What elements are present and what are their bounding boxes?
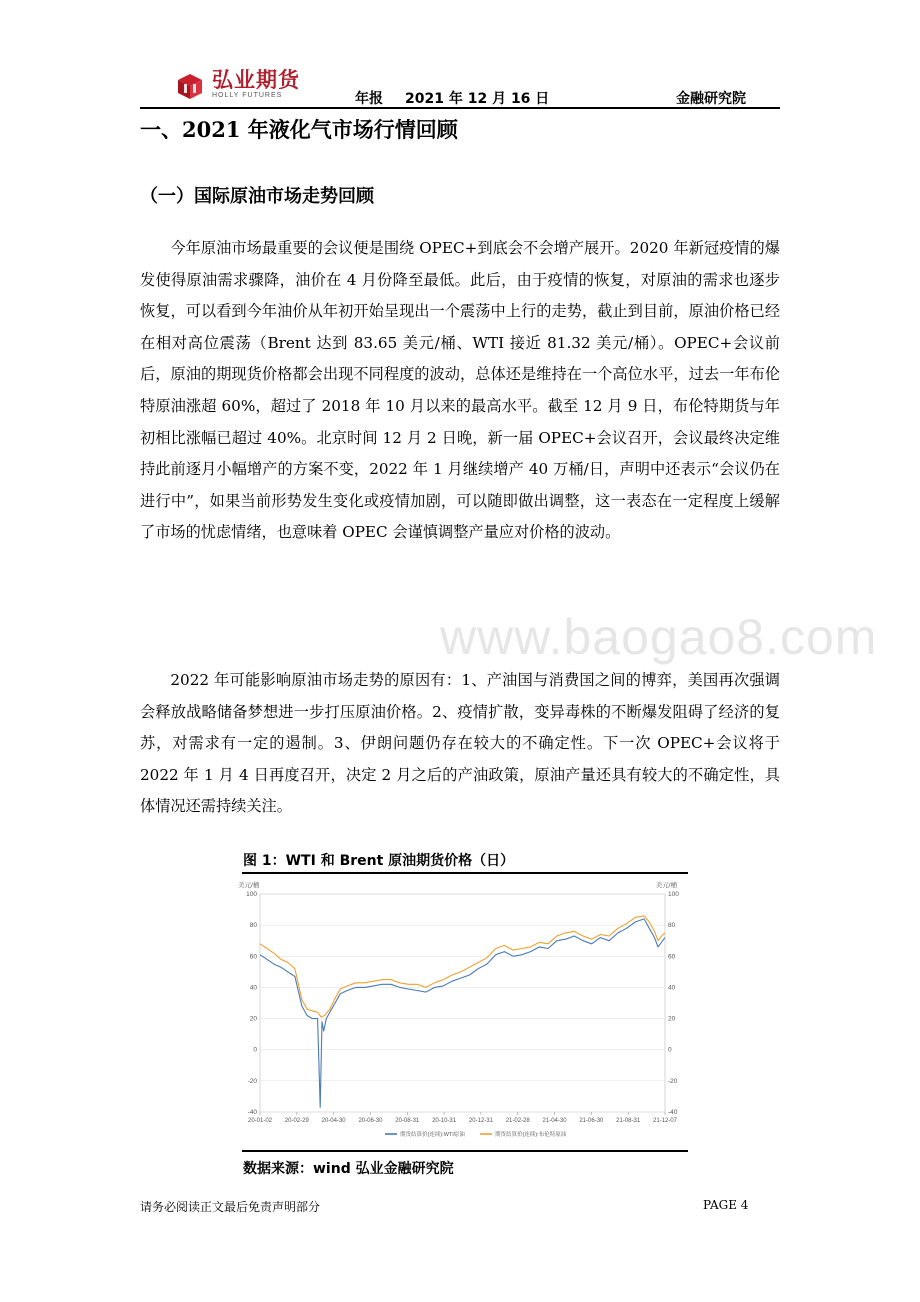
y-tick-right-4: 40 [668,984,676,992]
y-tick-right-0: -40 [668,1109,678,1116]
y-tick-right-1: -20 [668,1077,678,1085]
y-tick-left-1: -20 [247,1077,257,1085]
logo-text: 弘业期货 [212,68,300,92]
x-tick-label-1: 20-02-29 [284,1118,309,1124]
y-tick-right-6: 80 [668,922,676,930]
figure-source: 数据来源：wind 弘业金融研究院 [243,1161,454,1177]
section-title: 一、2021 年液化气市场行情回顾 [140,117,458,142]
report-type: 年报 [355,91,383,107]
series-line-brent [260,916,665,1017]
footer-disclaimer: 请务必阅读正文最后免责声明部分 [140,1200,321,1214]
y-tick-left-7: 100 [246,891,257,898]
page-number: PAGE 4 [703,1198,749,1212]
x-tick-label-0: 20-01-02 [247,1118,273,1124]
y-tick-right-3: 20 [668,1015,676,1023]
y-tick-left-2: 0 [253,1046,257,1054]
legend-label-0: 期货结算价(连续):WTI原油 [400,1132,465,1138]
logo-icon [175,70,205,100]
y-tick-left-5: 60 [249,953,257,961]
watermark: www.baogao8.com [440,609,878,665]
x-tick-label-6: 20-12-31 [468,1118,493,1124]
x-tick-label-11: 21-12-07 [652,1118,678,1124]
y-tick-left-6: 80 [249,922,257,930]
y-tick-left-0: -40 [247,1109,257,1116]
x-tick-label-9: 21-06-30 [579,1118,604,1124]
y-axis-label-right: 美元/桶 [655,882,677,889]
header-divider [140,107,780,109]
series-line-wti [260,919,665,1107]
oil-price-chart [230,876,700,1148]
y-axis-label-left: 美元/桶 [238,882,260,889]
paragraph-2: 2022 年可能影响原油市场走势的原因有：1、产油国与消费国之间的博弈，美国再次强调会释放战略储备梦想进一步打压原油价格。2、疫情扩散，变异毒株的不断爆发阻碍了经济的复苏，对需求有一定的遏制。3、伊朗问题仍存在较大的不确定性。下一次 OPEC+会议将于 2022 年 1 月 4 日再度召开，决定 2 月之后的产油政策，原油产量还具有较大的不确定性，具体情况还需持续关注。 [140,671,780,816]
x-tick-label-5: 20-10-31 [432,1118,457,1124]
report-date: 2021 年 12 月 16 日 [405,91,550,107]
figure-title: 图 1：WTI 和 Brent 原油期货价格（日） [243,853,515,869]
header-institute: 金融研究院 [676,91,746,107]
x-tick-label-10: 21-08-31 [616,1118,641,1124]
y-tick-left-3: 20 [249,1015,257,1023]
figure-bottom-rule [242,1150,688,1152]
x-tick-label-4: 20-08-31 [395,1118,420,1124]
paragraph-1: 今年原油市场最重要的会议便是围绕 OPEC+到底会不会增产展开。2020 年新冠疫情的爆发使得原油需求骤降，油价在 4 月份降至最低。此后，由于疫情的恢复，对原油的需求也逐步恢复，可以看到今年油价从年初开始呈现出一个震荡中上行的走势，截止到目前，原油价格已经在相对高位震荡（Brent 达到 83.65 美元/桶、WTI 接近 81.32 美元/桶）。OPEC+会议前后，原油的期现货价格都会出现不同程度的波动，总体还是维持在一个高位水平，过去一年布伦特原油涨超 60%，超过了 2018 年 10 月以来的最高水平。截至 12 月 9 日，布伦特期货与年初相比涨幅已超过 40%。北京时间 12 月 2 日晚，新一届 OPEC+会议召开，会议最终决定维持此前逐月小幅增产的方案不变，2022 年 1 月继续增产 40 万桶/日，声明中还表示“会议仍在进行中”，如果当前形势发生变化或疫情加剧，可以随即做出调整，这一表态在一定程度上缓解了市场的忧虑情绪，也意味着 OPEC 会谨慎调整产量应对价格的波动。 [140,239,780,542]
y-tick-right-2: 0 [668,1046,672,1054]
x-tick-label-2: 20-04-30 [321,1118,346,1124]
subsection-title: （一）国际原油市场走势回顾 [140,186,374,207]
header-info [355,88,571,108]
logo-subtitle: HOLLY FUTURES [212,92,283,99]
legend-label-1: 期货结算价(连续):布伦特原油 [495,1132,567,1138]
y-tick-left-4: 40 [249,984,257,992]
y-tick-right-7: 100 [668,891,679,898]
x-tick-label-3: 20-06-30 [358,1118,383,1124]
x-tick-label-7: 21-02-28 [505,1118,530,1124]
x-tick-label-8: 21-04-30 [542,1118,567,1124]
figure-top-rule [242,872,688,874]
y-tick-right-5: 60 [668,953,676,961]
